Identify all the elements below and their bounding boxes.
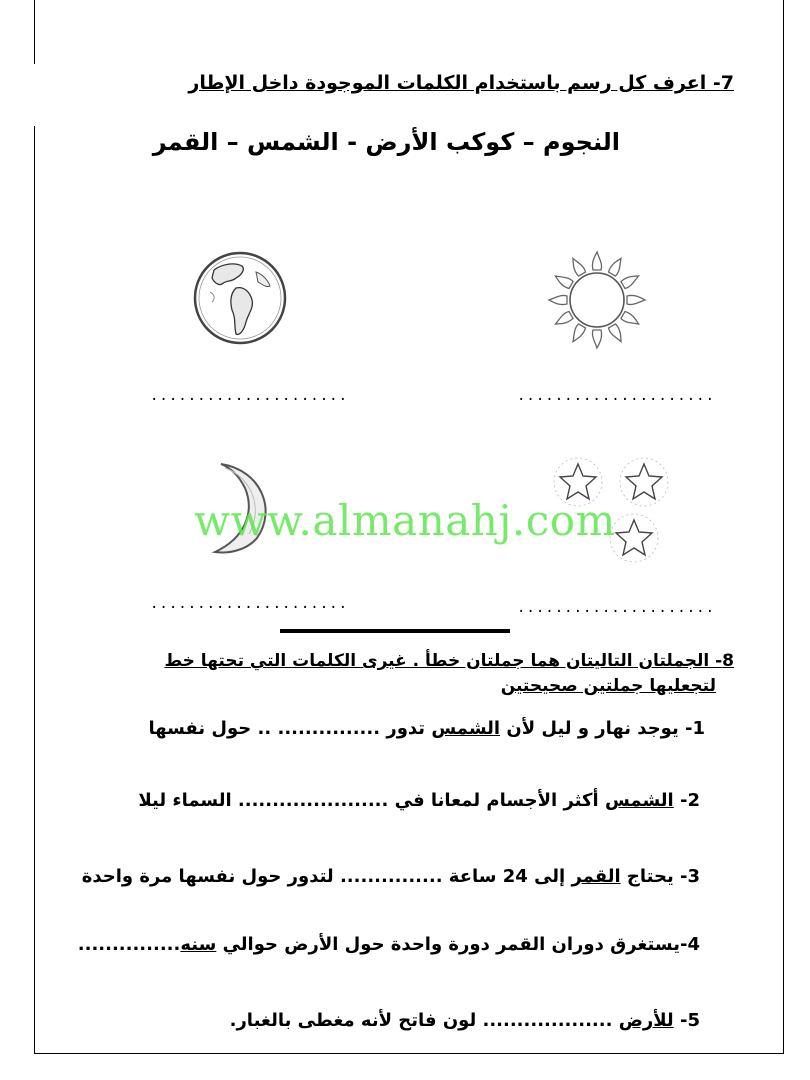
sentence-text: يوجد نهار و ليل لأن (500, 718, 685, 739)
answer-blank[interactable]: ..................... (517, 388, 716, 404)
question-7-title: 7- اعرف كل رسم باستخدام الكلمات الموجودة داخل الإطار (188, 72, 734, 94)
sentence-text: ................... لون فاتح لأنه مغطى بالغبار. (229, 1010, 619, 1031)
sentence-number: 5- (679, 1010, 700, 1031)
page-border (34, 126, 35, 1054)
underlined-word: القمر (571, 866, 621, 887)
sentence-number: 3- (679, 866, 700, 887)
sentence-text: أكثر الأجسام لمعانا في ...................... السماء ليلا (138, 790, 605, 811)
question-8-title-line2: لتجعليها جملتين صحيحتين (500, 676, 716, 696)
earth-globe-icon (190, 248, 290, 348)
sentence-text: يحتاج (620, 866, 680, 887)
sentence-text: ............... (77, 934, 181, 955)
answer-blank[interactable]: ..................... (150, 388, 349, 404)
sentence-number: 1- (684, 718, 705, 739)
underlined-word: الشمس (604, 790, 674, 811)
sentence-5 (230, 1010, 700, 1031)
sentence-text: يستغرق دوران القمر دورة واحدة حول الأرض حوالي (216, 934, 680, 955)
question-8-title: 8- الجملتان التاليتان هما جملتان خطأ . غيرى الكلمات التي تحتها خط (164, 651, 734, 671)
underlined-word: للأرض (618, 1010, 674, 1031)
sentence-text: إلى 24 ساعة ............... لتدور حول نفسها مرة واحدة (81, 866, 572, 887)
underlined-word: الشمس (431, 718, 501, 739)
sentence-1 (148, 718, 705, 739)
answer-blank[interactable]: ..................... (150, 596, 349, 612)
watermark: www.almanahj.com (194, 496, 616, 545)
word-bank: النجوم – كوكب الأرض - الشمس – القمر (152, 128, 620, 156)
answer-blank[interactable]: ..................... (517, 600, 716, 616)
sentence-4 (78, 934, 700, 955)
sentence-number: 4- (679, 934, 700, 955)
section-divider (280, 629, 510, 633)
sentence-3 (82, 866, 700, 887)
sun-icon (545, 250, 649, 350)
sentence-2 (138, 790, 700, 811)
sentence-number: 2- (679, 790, 700, 811)
page-border (34, 1053, 784, 1054)
underlined-word: سنه (180, 934, 217, 955)
page-border (34, 0, 35, 64)
sentence-text: تدور ............... .. حول نفسها (148, 718, 432, 739)
